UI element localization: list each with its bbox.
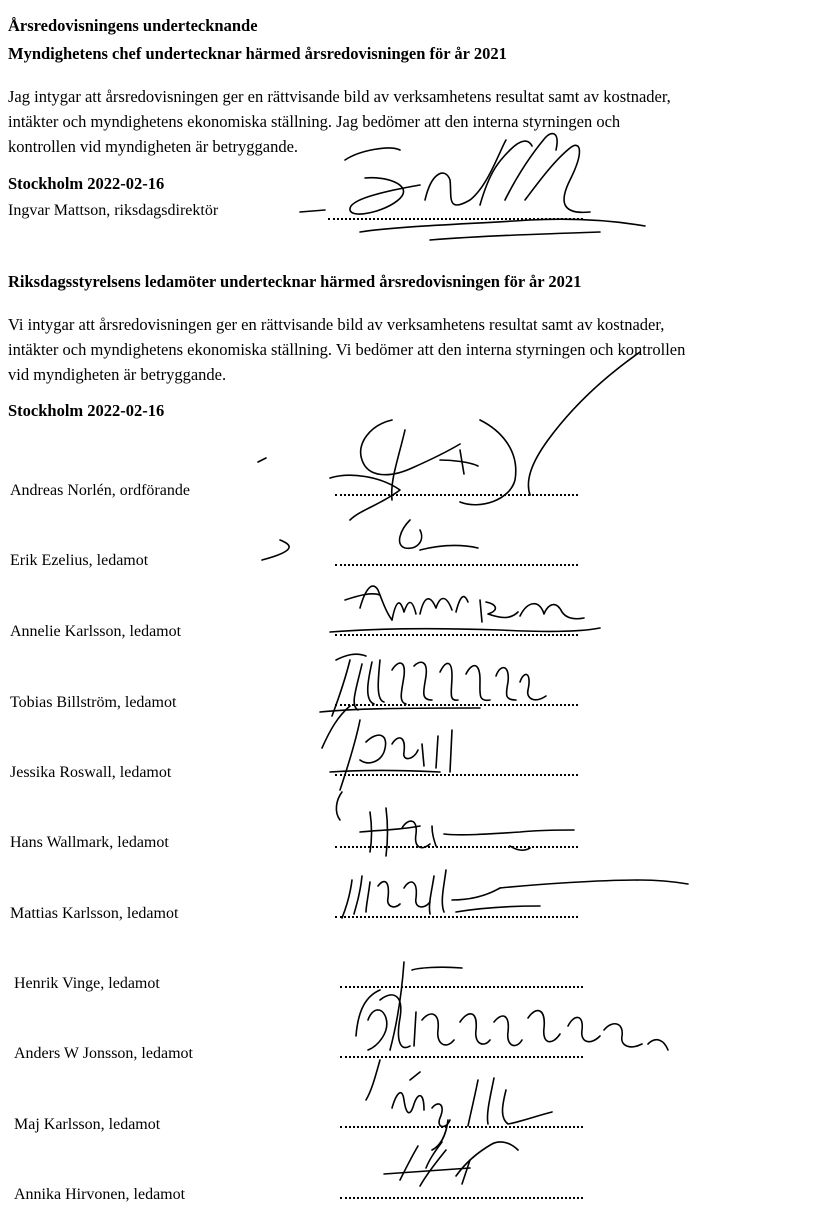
signature-wallmark [360, 808, 574, 856]
signature-billstrom [320, 654, 546, 748]
signer-name: Annelie Karlsson, ledamot [10, 623, 182, 640]
signature-m-karlsson [342, 870, 688, 918]
signature-maj-karlsson [392, 1072, 552, 1150]
signer-name: Erik Ezelius, ledamot [10, 552, 149, 569]
section-title: Årsredovisningens undertecknande [8, 16, 258, 35]
signer-name: Hans Wallmark, ledamot [10, 834, 169, 851]
paragraph-line: Jag intygar att årsredovisningen ger en rättvisande bild av verksamhetens resultat samt av kostnader, [8, 87, 671, 106]
signer-name: Tobias Billström, ledamot [10, 694, 177, 711]
signer-name: Henrik Vinge, ledamot [14, 975, 160, 992]
place-date: Stockholm 2022-02-16 [8, 174, 165, 193]
signer-name: Annika Hirvonen, ledamot [14, 1186, 186, 1203]
signer-name: Jessika Roswall, ledamot [10, 764, 172, 781]
paragraph-line: intäkter och myndighetens ekonomiska ställning. Vi bedömer att den interna styrningen och kontrollen [8, 340, 686, 359]
signature-ezelius [262, 520, 478, 560]
paragraph-line: Vi intygar att årsredovisningen ger en rättvisande bild av verksamhetens resultat samt av kostnader, [8, 315, 665, 334]
signature-mattson [300, 134, 645, 240]
paragraph-line: intäkter och myndighetens ekonomiska ställning. Jag bedömer att den interna styrningen och [8, 112, 621, 131]
signature-hirvonen [384, 1142, 518, 1186]
place-date: Stockholm 2022-02-16 [8, 401, 165, 420]
signer-name: Andreas Norlén, ordförande [10, 482, 190, 499]
signer-name: Ingvar Mattson, riksdagsdirektör [8, 202, 219, 219]
signer-name: Anders W Jonsson, ledamot [14, 1045, 193, 1062]
signature-norlen [258, 352, 640, 520]
signature-jonsson [356, 990, 668, 1100]
paragraph-line: kontrollen vid myndigheten är betryggande. [8, 137, 299, 156]
signature-a-karlsson [330, 586, 600, 632]
section-heading: Riksdagsstyrelsens ledamöter undertecknar härmed årsredovisningen för år 2021 [8, 272, 582, 291]
section-subtitle: Myndighetens chef undertecknar härmed årsredovisningen för år 2021 [8, 44, 507, 63]
signer-name: Mattias Karlsson, ledamot [10, 905, 179, 922]
signature-roswall [330, 720, 452, 820]
signer-name: Maj Karlsson, ledamot [14, 1116, 161, 1133]
paragraph-line: vid myndigheten är betryggande. [8, 365, 227, 384]
